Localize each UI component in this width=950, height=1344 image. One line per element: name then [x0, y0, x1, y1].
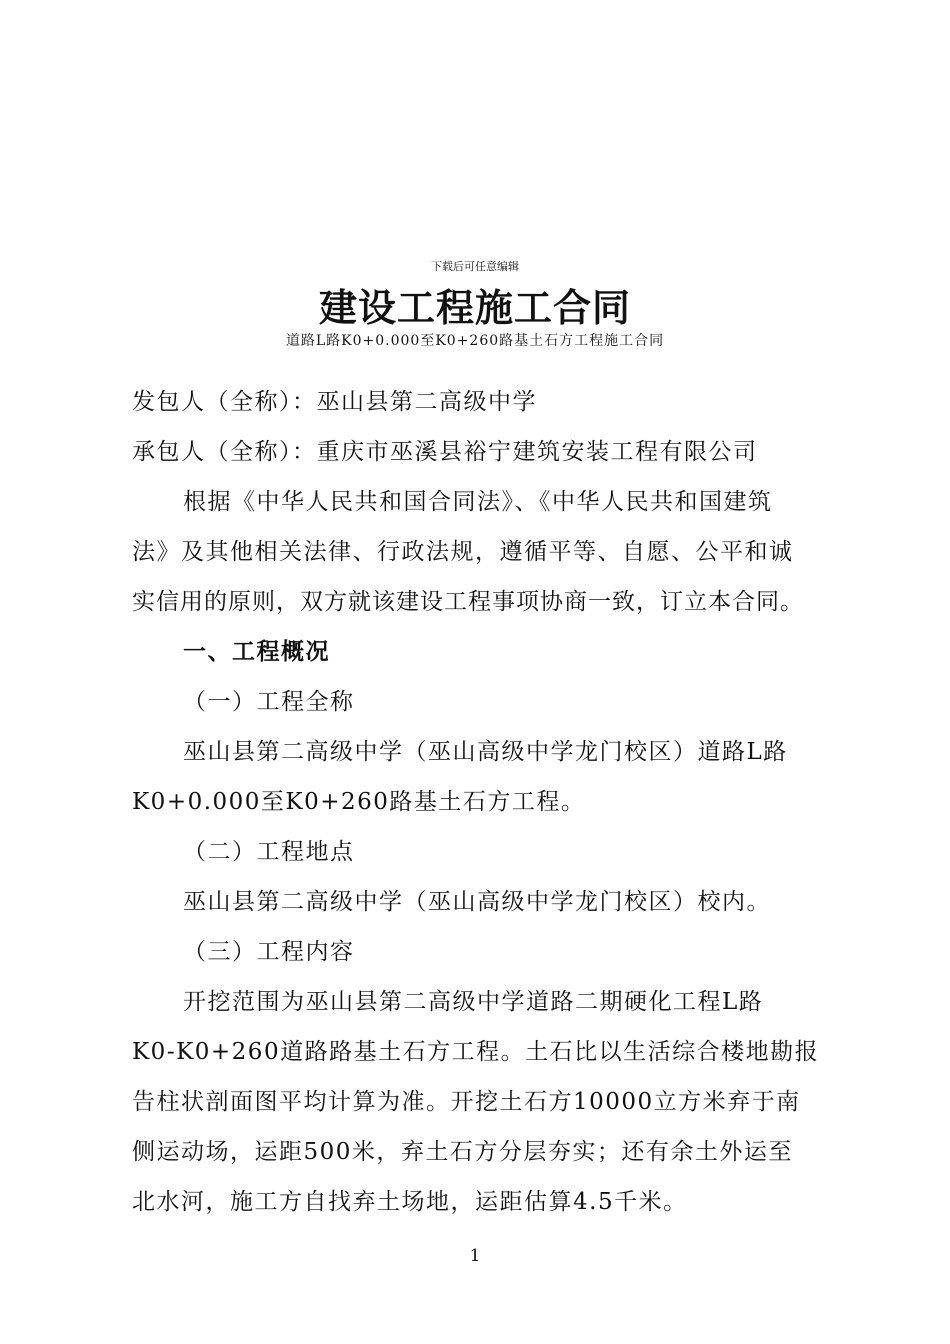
paragraph-line: 北水河，施工方自找弃土场地，运距估算4.5千米。	[132, 1189, 688, 1215]
paragraph-line: 侧运动场，运距500米，弃土石方分层夯实；还有余土外运至	[132, 1139, 793, 1165]
document-subtitle: 道路L路K0+0.000至K0+260路基土石方工程施工合同	[285, 333, 665, 349]
paragraph-line: 巫山县第二高级中学（巫山高级中学龙门校区）校内。	[183, 889, 771, 915]
subsection-heading: （二）工程地点	[183, 839, 355, 865]
contractor-line: 承包人（全称）：重庆市巫溪县裕宁建筑安装工程有限公司	[132, 439, 758, 465]
paragraph-line: 实信用的原则，双方就该建设工程事项协商一致，订立本合同。	[132, 589, 804, 615]
paragraph-line: 巫山县第二高级中学（巫山高级中学龙门校区）道路L路	[183, 739, 788, 765]
paragraph-line: K0+0.000至K0+260路基土石方工程。	[132, 789, 586, 815]
paragraph-line: K0-K0+260道路路基土石方工程。土石比以生活综合楼地勘报	[132, 1039, 820, 1065]
header-note: 下载后可任意编辑	[431, 260, 519, 273]
subsection-heading: （三）工程内容	[183, 939, 355, 965]
page-number: 1	[469, 1246, 481, 1266]
paragraph-line: 告柱状剖面图平均计算为准。开挖土石方10000立方米弃于南	[132, 1089, 801, 1115]
paragraph-line: 法》及其他相关法律、行政法规，遵循平等、自愿、公平和诚	[132, 539, 794, 565]
paragraph-line: 根据《中华人民共和国合同法》、《中华人民共和国建筑	[183, 489, 773, 515]
employer-line: 发包人（全称）：巫山县第二高级中学	[132, 389, 537, 415]
paragraph-line: 开挖范围为巫山县第二高级中学道路二期硬化工程L路	[183, 989, 764, 1015]
document-title: 建设工程施工合同	[318, 285, 631, 330]
subsection-heading: （一）工程全称	[183, 689, 355, 715]
section-heading: 一、工程概况	[183, 639, 330, 665]
